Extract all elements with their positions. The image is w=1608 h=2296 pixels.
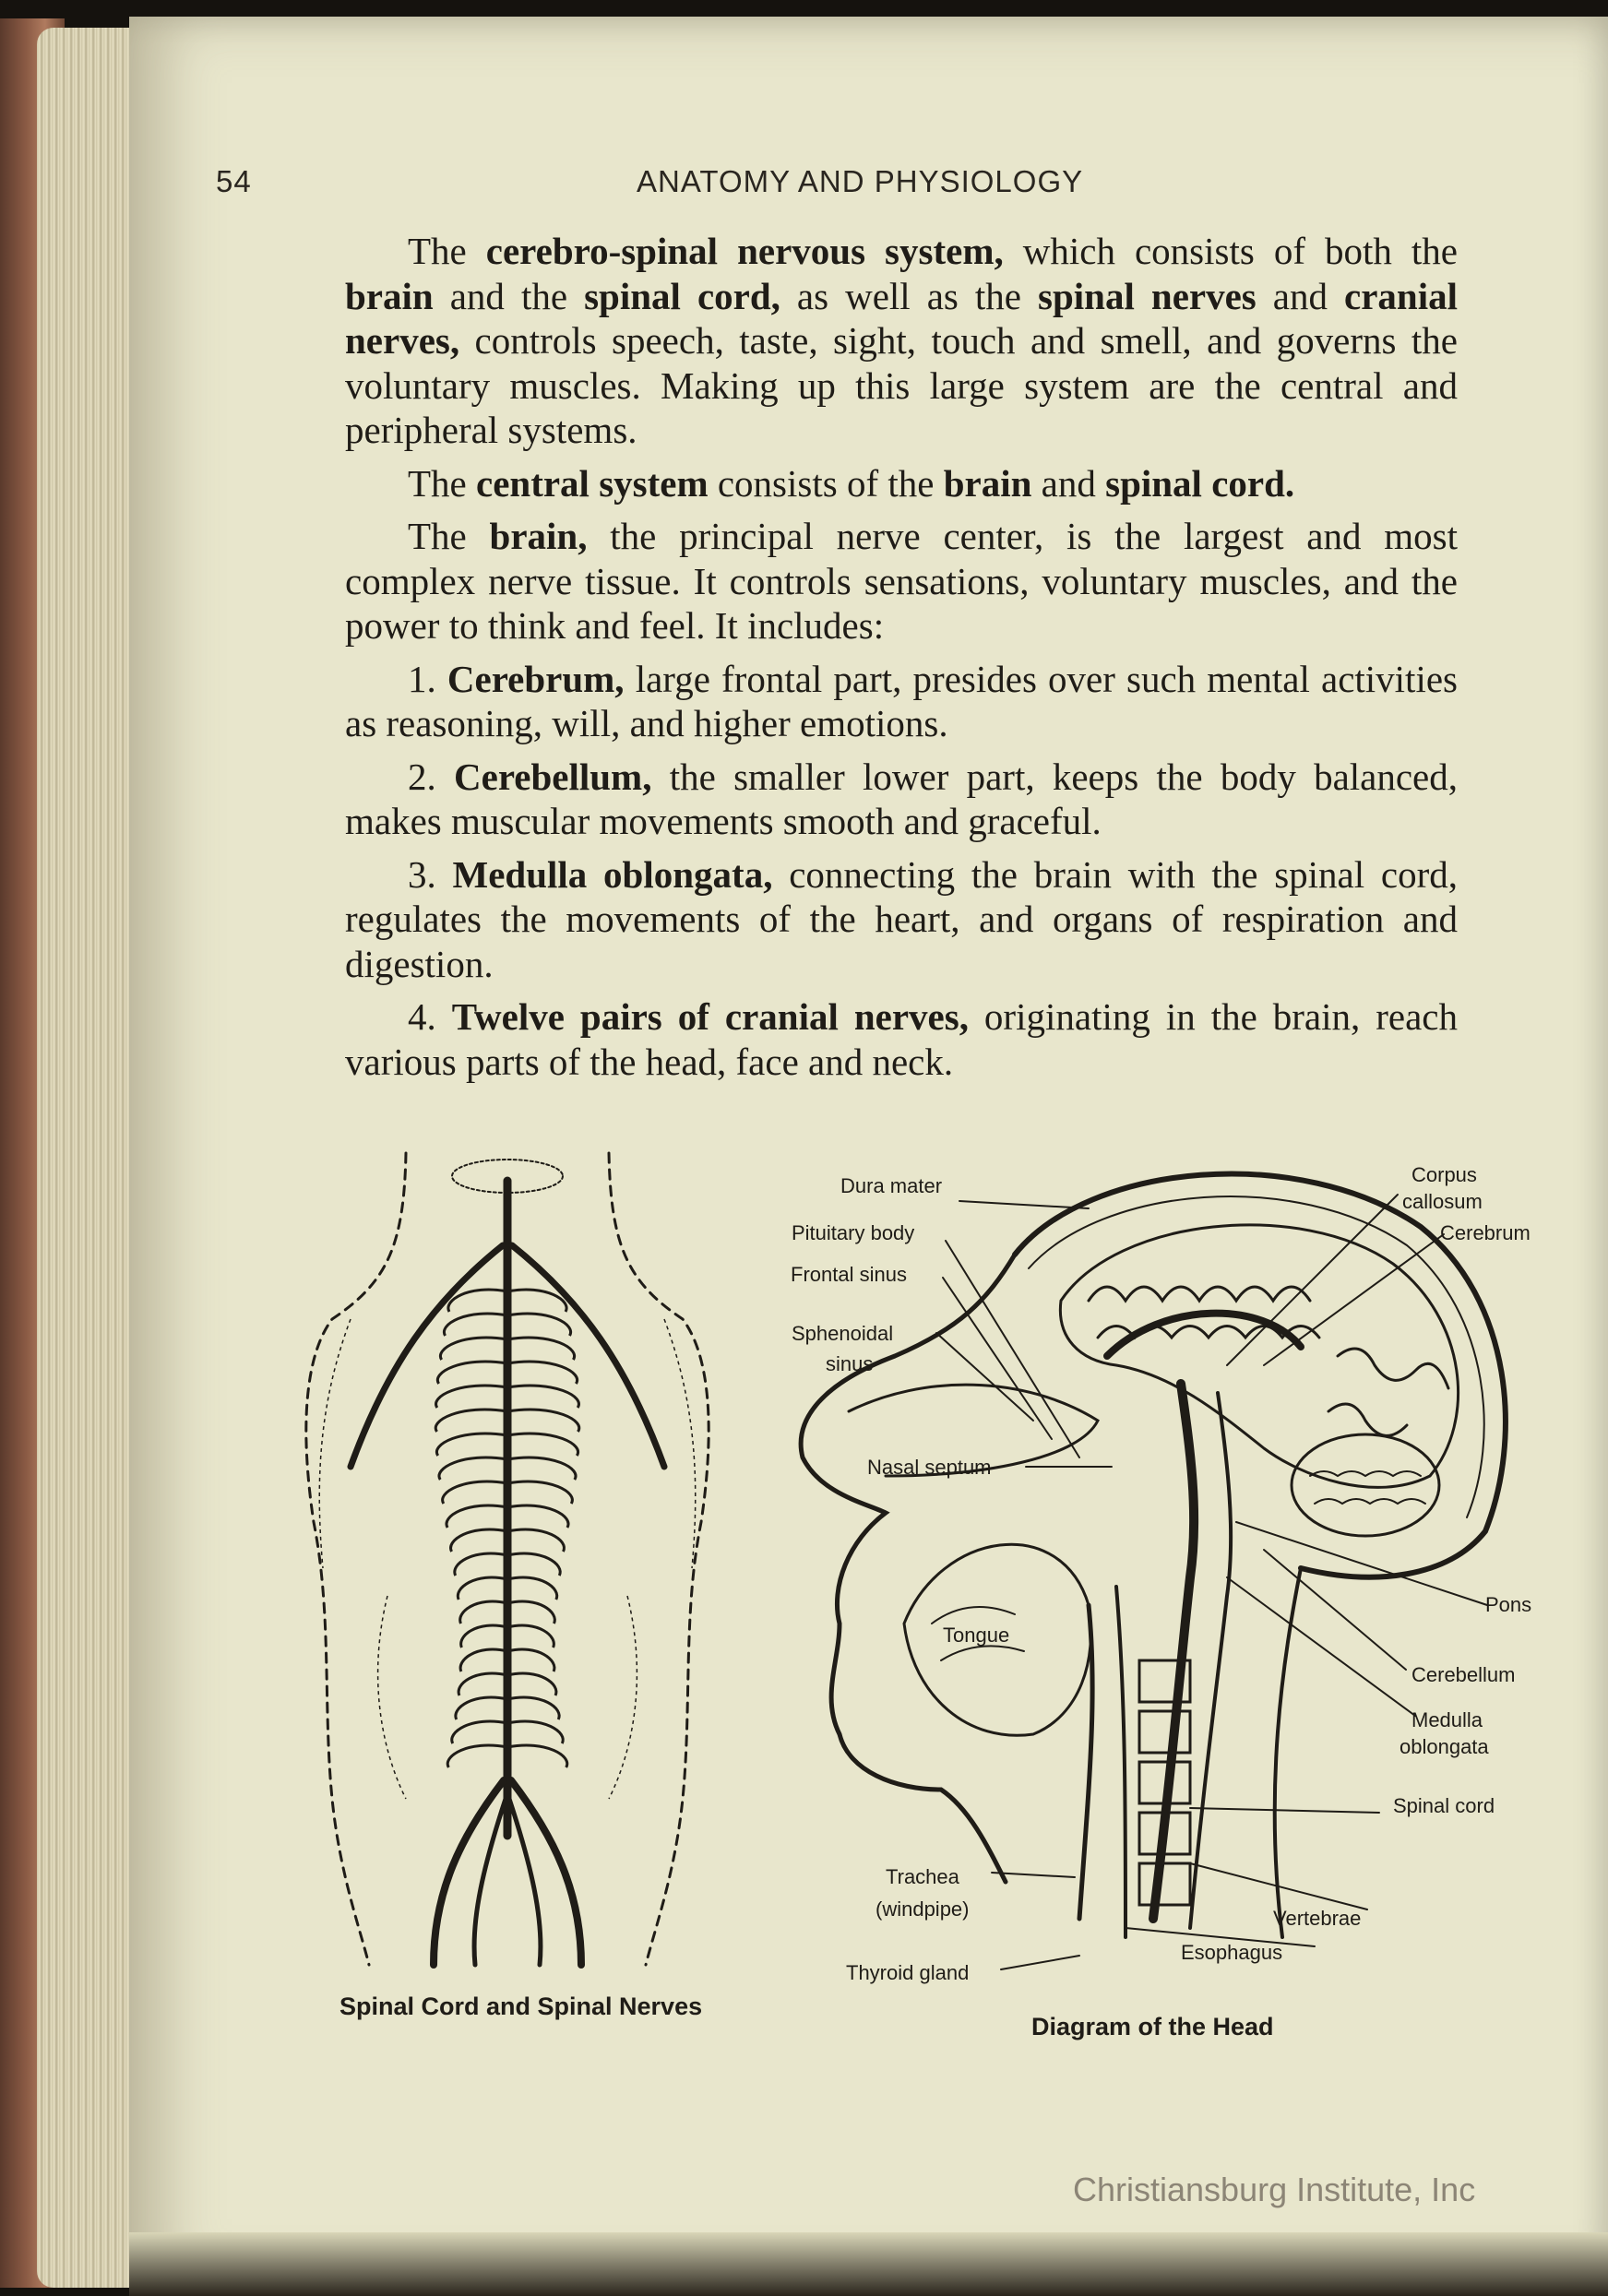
nerve-branch	[455, 1553, 507, 1576]
label-sinus: sinus	[826, 1352, 874, 1375]
nerve-branch	[448, 1290, 507, 1312]
item-number: 4.	[408, 995, 452, 1038]
bold-term: spinal nerves	[1038, 274, 1257, 317]
nerve-branch	[507, 1410, 579, 1432]
list-item-cerebrum	[345, 657, 1458, 746]
bold-term: central system	[476, 461, 709, 505]
nerve-branch	[436, 1434, 507, 1456]
label-oblongata: oblongata	[1400, 1735, 1489, 1758]
text-run: The	[408, 461, 476, 505]
label-pituitary-body: Pituitary body	[792, 1221, 915, 1244]
nerve-branch	[458, 1577, 507, 1600]
text-run: and	[1031, 461, 1106, 505]
nerve-branch	[444, 1314, 507, 1336]
running-title: ANATOMY AND PHYSIOLOGY	[637, 164, 1084, 198]
label-thyroid-gland: Thyroid gland	[846, 1961, 970, 1984]
nerve-branch	[507, 1457, 576, 1480]
bold-term: Cerebellum,	[454, 755, 652, 798]
label-frontal-sinus: Frontal sinus	[791, 1263, 907, 1286]
text-run: connecting the brain with the spinal cord, regulates the movements of the heart, and organs of respiration and digestion.	[345, 852, 1459, 985]
nerve-branch	[507, 1386, 578, 1408]
caption-head-diagram: Diagram of the Head	[1031, 2013, 1274, 2040]
nerve-branch	[507, 1625, 554, 1648]
text-run: The	[408, 230, 486, 272]
item-number: 1.	[408, 657, 447, 700]
bold-term: brain,	[489, 515, 588, 557]
nerve-branch	[436, 1386, 507, 1408]
label-esophagus: Esophagus	[1181, 1941, 1283, 1964]
nerve-branch	[447, 1745, 507, 1767]
label-spinal-cord: Spinal cord	[1393, 1794, 1495, 1817]
nerve-branch	[507, 1697, 559, 1719]
label-nasal-septum: Nasal septum	[867, 1456, 992, 1479]
label-pons: Pons	[1485, 1593, 1532, 1616]
list-item-cranial-nerves	[345, 994, 1458, 1084]
bold-term: cerebro-spinal nervous system,	[485, 230, 1004, 272]
nerve-branch	[507, 1434, 578, 1456]
nerve-branch	[507, 1649, 554, 1671]
nerve-branch	[507, 1505, 568, 1528]
caption-spinal-cord: Spinal Cord and Spinal Nerves	[339, 1993, 703, 2020]
nerve-branch	[447, 1505, 507, 1528]
watermark: Christiansburg Institute, Inc	[1073, 2171, 1476, 2208]
nerve-branch	[435, 1410, 507, 1432]
label-cerebellum: Cerebellum	[1411, 1663, 1516, 1686]
nerve-branch	[443, 1481, 507, 1504]
label-medulla: Medulla	[1411, 1708, 1483, 1731]
label-windpipe: (windpipe)	[875, 1897, 970, 1921]
nerve-branch	[456, 1697, 507, 1719]
nerve-branch	[507, 1338, 575, 1360]
spinal-cord-illustration	[295, 1135, 720, 1983]
item-number: 3.	[408, 852, 453, 896]
nerve-branch	[507, 1290, 566, 1312]
text-run: and	[1256, 274, 1345, 317]
label-corpus: Corpus	[1411, 1163, 1477, 1186]
label-vertebrae: Vertebrae	[1273, 1907, 1362, 1930]
nerve-branch	[507, 1721, 563, 1743]
page-number: 54	[216, 164, 252, 198]
label-dura-mater: Dura mater	[840, 1174, 943, 1197]
nerve-branch	[459, 1673, 507, 1695]
text-run: and the	[433, 274, 585, 317]
body-text	[345, 229, 1458, 1092]
text-run: large frontal part, presides over such mental activities as reasoning, will, and higher emotions.	[345, 657, 1458, 744]
text-run: originating in the brain, reach various parts of the head, face and neck.	[345, 995, 1459, 1083]
paragraph-2	[345, 461, 1458, 506]
nerve-branch	[507, 1601, 554, 1624]
nerve-branch	[507, 1314, 571, 1336]
nerve-branch	[507, 1673, 556, 1695]
text-run: the smaller lower part, keeps the body balanced, makes muscular movements smooth and graceful.	[345, 755, 1459, 842]
nerve-branch	[507, 1577, 557, 1600]
paragraph-3	[345, 514, 1458, 648]
bold-term: Cerebrum,	[447, 657, 625, 700]
item-number: 2.	[408, 755, 455, 798]
label-tongue: Tongue	[943, 1624, 1010, 1647]
text-run: controls speech, taste, sight, touch and smell, and governs the voluntary muscles. Making up this large system are the central and peripheral systems.	[345, 319, 1458, 451]
label-trachea: Trachea	[886, 1865, 959, 1888]
nerve-branch	[461, 1625, 507, 1648]
nerve-branch	[507, 1362, 578, 1384]
text-run: consists of the	[708, 461, 944, 505]
bold-term: spinal cord,	[584, 274, 780, 317]
text-run: the principal nerve center, is the largest and most complex nerve tissue. It controls sensations, voluntary muscles, and the power to think and feel. It includes:	[345, 515, 1458, 647]
label-callosum: callosum	[1402, 1190, 1483, 1213]
bottom-shadow	[129, 2232, 1608, 2296]
bold-term: Twelve pairs of cranial nerves,	[451, 995, 969, 1038]
label-cerebrum: Cerebrum	[1440, 1221, 1531, 1244]
bold-term: cranial nerves,	[345, 274, 1459, 362]
nerve-branch	[440, 1338, 507, 1360]
list-item-cerebellum	[345, 755, 1458, 844]
paragraph-1	[345, 229, 1458, 453]
nerve-branch	[451, 1529, 507, 1552]
bold-term: brain	[943, 461, 1032, 505]
nerve-branch	[452, 1721, 507, 1743]
text-run: The	[408, 515, 490, 557]
nerve-branch	[437, 1362, 507, 1384]
nerve-branch	[507, 1745, 567, 1767]
label-sphenoidal: Sphenoidal	[792, 1322, 894, 1345]
text-run: as well as the	[780, 274, 1039, 317]
nerve-branch	[507, 1481, 572, 1504]
list-item-medulla	[345, 852, 1458, 987]
bold-term: spinal cord.	[1105, 461, 1295, 505]
nerve-branch	[439, 1457, 507, 1480]
bold-term: brain	[345, 274, 434, 317]
nerve-branch	[507, 1553, 560, 1576]
nerve-branch	[460, 1601, 507, 1624]
nerve-branch	[507, 1529, 564, 1552]
nerve-branch	[460, 1649, 507, 1671]
bold-term: Medulla oblongata,	[452, 852, 773, 896]
text-run: which consists of both the	[1003, 230, 1458, 272]
